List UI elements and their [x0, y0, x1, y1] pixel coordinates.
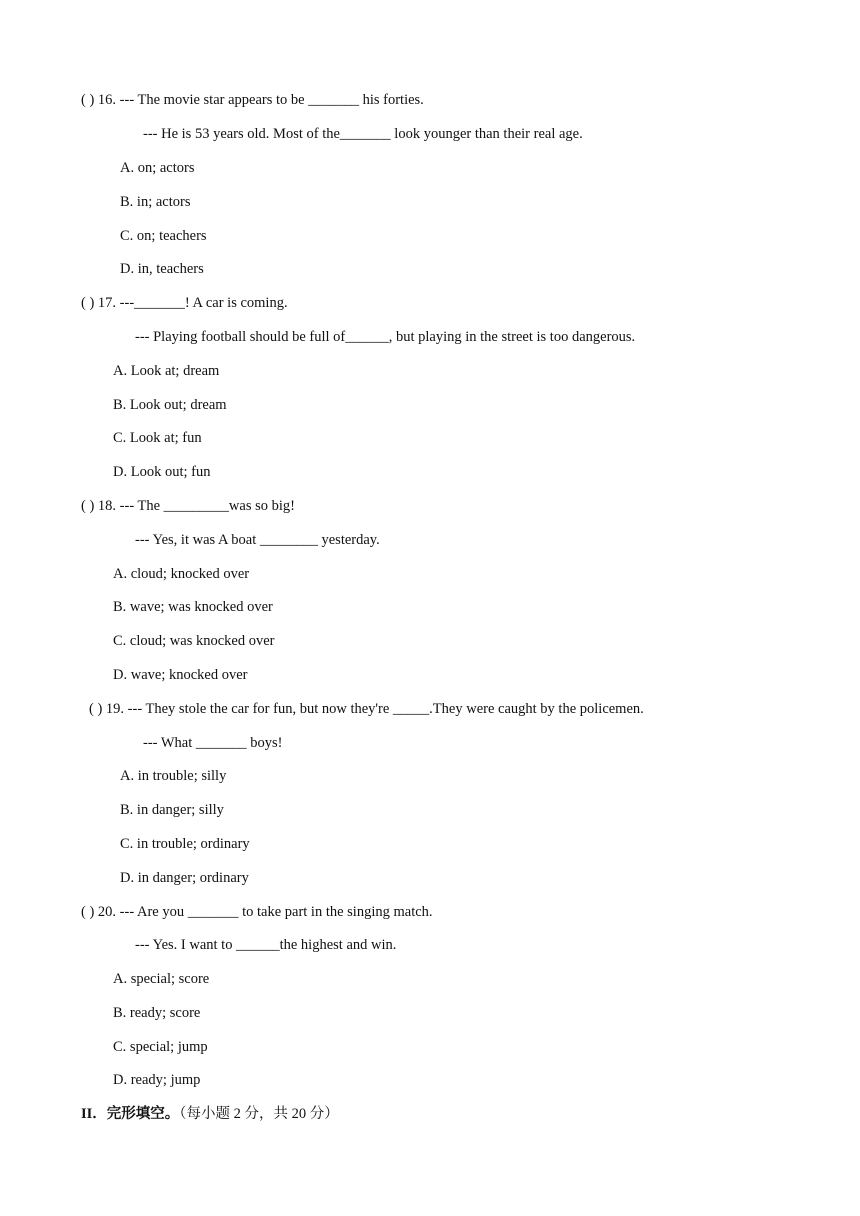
question-19-option-c: C. in trouble; ordinary	[120, 836, 250, 852]
question-18-option-d: D. wave; knocked over	[113, 667, 248, 683]
question-17-option-d: D. Look out; fun	[113, 464, 211, 480]
question-20-reply: --- Yes. I want to ______the highest and win.	[135, 937, 397, 953]
section-title: II．完形填空。	[81, 1106, 180, 1122]
question-16-option-a: A. on; actors	[120, 160, 195, 176]
question-19-stem: ( ) 19. --- They stole the car for fun, but now they're _____.They were caught by the policemen.	[89, 701, 644, 717]
question-20-option-c: C. special; jump	[113, 1039, 208, 1055]
question-19-option-b: B. in danger; silly	[120, 802, 224, 818]
section-note: （每小题 2 分，共 20 分）	[179, 1106, 339, 1122]
question-18-reply: --- Yes, it was A boat ________ yesterday.	[135, 532, 380, 548]
question-17-stem: ( ) 17. ---_______! A car is coming.	[81, 295, 288, 311]
question-16-option-b: B. in; actors	[120, 194, 191, 210]
question-19-reply: --- What _______ boys!	[143, 735, 283, 751]
question-17-reply: --- Playing football should be full of______, but playing in the street is too dangerous.	[135, 329, 636, 345]
question-18-stem: ( ) 18. --- The _________was so big!	[81, 498, 295, 514]
question-20-option-a: A. special; score	[113, 971, 210, 987]
question-19-option-d: D. in danger; ordinary	[120, 870, 249, 886]
question-16-option-c: C. on; teachers	[120, 228, 207, 244]
question-16-option-d: D. in, teachers	[120, 261, 204, 277]
question-20-option-b: B. ready; score	[113, 1005, 201, 1021]
section-heading	[81, 1105, 339, 1123]
question-17-option-a: A. Look at; dream	[113, 363, 220, 379]
question-17-option-c: C. Look at; fun	[113, 430, 202, 446]
question-18-option-b: B. wave; was knocked over	[113, 599, 273, 615]
question-18-option-a: A. cloud; knocked over	[113, 566, 250, 582]
question-20-stem: ( ) 20. --- Are you _______ to take part in the singing match.	[81, 904, 433, 920]
question-16-stem: ( ) 16. --- The movie star appears to be _______ his forties.	[81, 92, 424, 108]
question-17-option-b: B. Look out; dream	[113, 397, 227, 413]
question-18-option-c: C. cloud; was knocked over	[113, 633, 275, 649]
question-19-option-a: A. in trouble; silly	[120, 768, 227, 784]
question-20-option-d: D. ready; jump	[113, 1072, 201, 1088]
question-16-reply: --- He is 53 years old. Most of the_______ look younger than their real age.	[143, 126, 583, 142]
